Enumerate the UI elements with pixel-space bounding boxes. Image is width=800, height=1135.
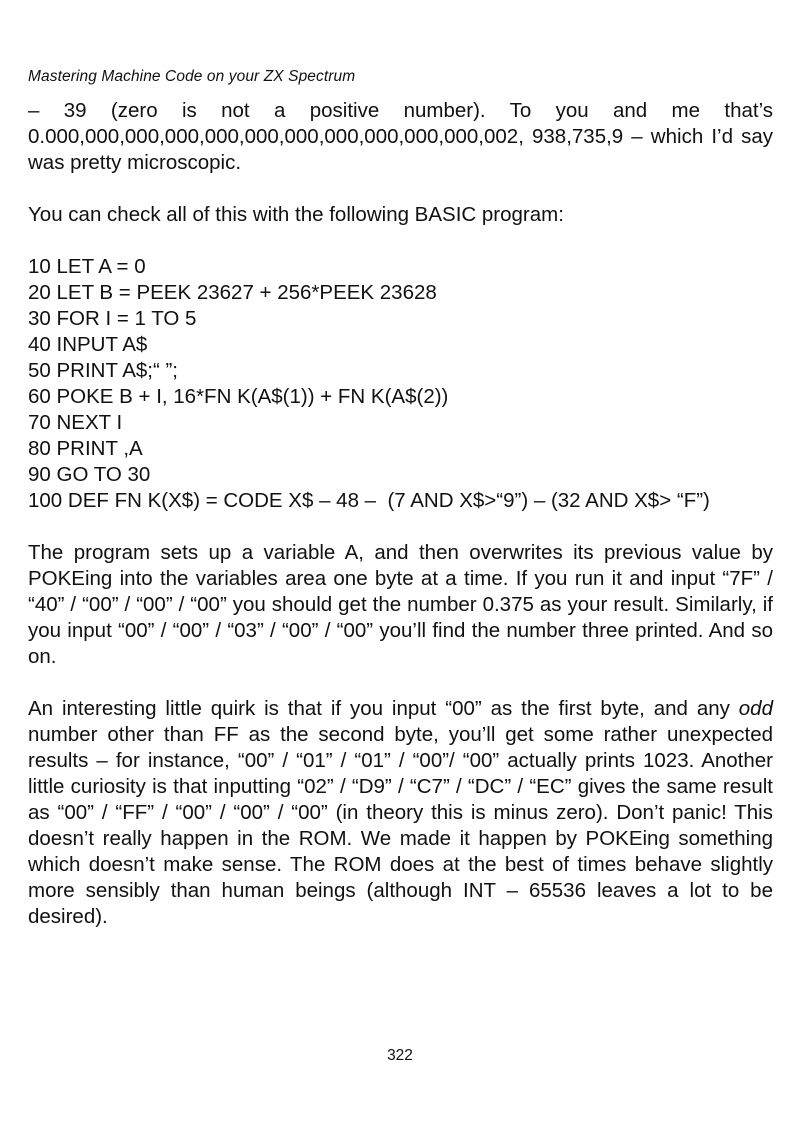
code-line: 60 POKE B + I, 16*FN K(A$(1)) + FN K(A$(2))	[28, 385, 449, 408]
paragraph-program-intro: You can check all of this with the following BASIC program:	[28, 203, 564, 226]
code-line: 40 INPUT A$	[28, 333, 148, 356]
paragraph-program-explanation: The program sets up a variable A, and then overwrites its previous value by POKEing into the variables area one byte at a time. If you run it and input “7F” / “40” / “00” / “00” / “00” you should get the number 0.375 as your result. Similarly, if you input “00” / “00” / “03” / “00” / “00” you’ll find the number three printed. And so on.	[28, 541, 773, 668]
paragraph-quirk	[28, 696, 773, 930]
code-line: 10 LET A = 0	[28, 255, 146, 278]
emphasis-odd: odd	[738, 697, 773, 720]
code-line: 80 PRINT ,A	[28, 437, 143, 460]
running-header: Mastering Machine Code on your ZX Spectrum	[28, 68, 356, 85]
code-line: 30 FOR I = 1 TO 5	[28, 307, 197, 330]
quirk-text-start: An interesting little quirk is that if you input “00” as the first byte, and any	[28, 697, 739, 720]
code-line: 100 DEF FN K(X$) = CODE X$ – 48 – (7 AND X$>“9”) – (32 AND X$> “F”)	[28, 489, 710, 512]
code-line: 20 LET B = PEEK 23627 + 256*PEEK 23628	[28, 281, 437, 304]
code-line: 70 NEXT I	[28, 411, 123, 434]
page-number: 322	[387, 1047, 413, 1064]
code-line: 90 GO TO 30	[28, 463, 151, 486]
basic-program-listing	[28, 254, 773, 514]
page-body	[28, 98, 773, 956]
paragraph-intro: – 39 (zero is not a positive number). To you and me that’s 0.000,000,000,000,000,000,000,000,000,000,000,002, 938,735,9 – which I’d say was pretty microscopic.	[28, 99, 773, 174]
quirk-text-rest: number other than FF as the second byte, you’ll get some rather unexpected results – for instance, “00” / “01” / “01” / “00”/ “00” actually prints 1023. Another little curiosity is that inputting “02” / “D9” / “C7” / “DC” / “EC” gives the same result as “00” / “FF” / “00” / “00” / “00” (in theory this is minus zero). Don’t panic! This doesn’t really happen in the ROM. We made it happen by POKEing something which doesn’t make sense. The ROM does at the best of times behave slightly more sensibly than human beings (although INT – 65536 leaves a lot to be desired).	[28, 723, 773, 928]
code-line: 50 PRINT A$;“ ”;	[28, 359, 179, 382]
